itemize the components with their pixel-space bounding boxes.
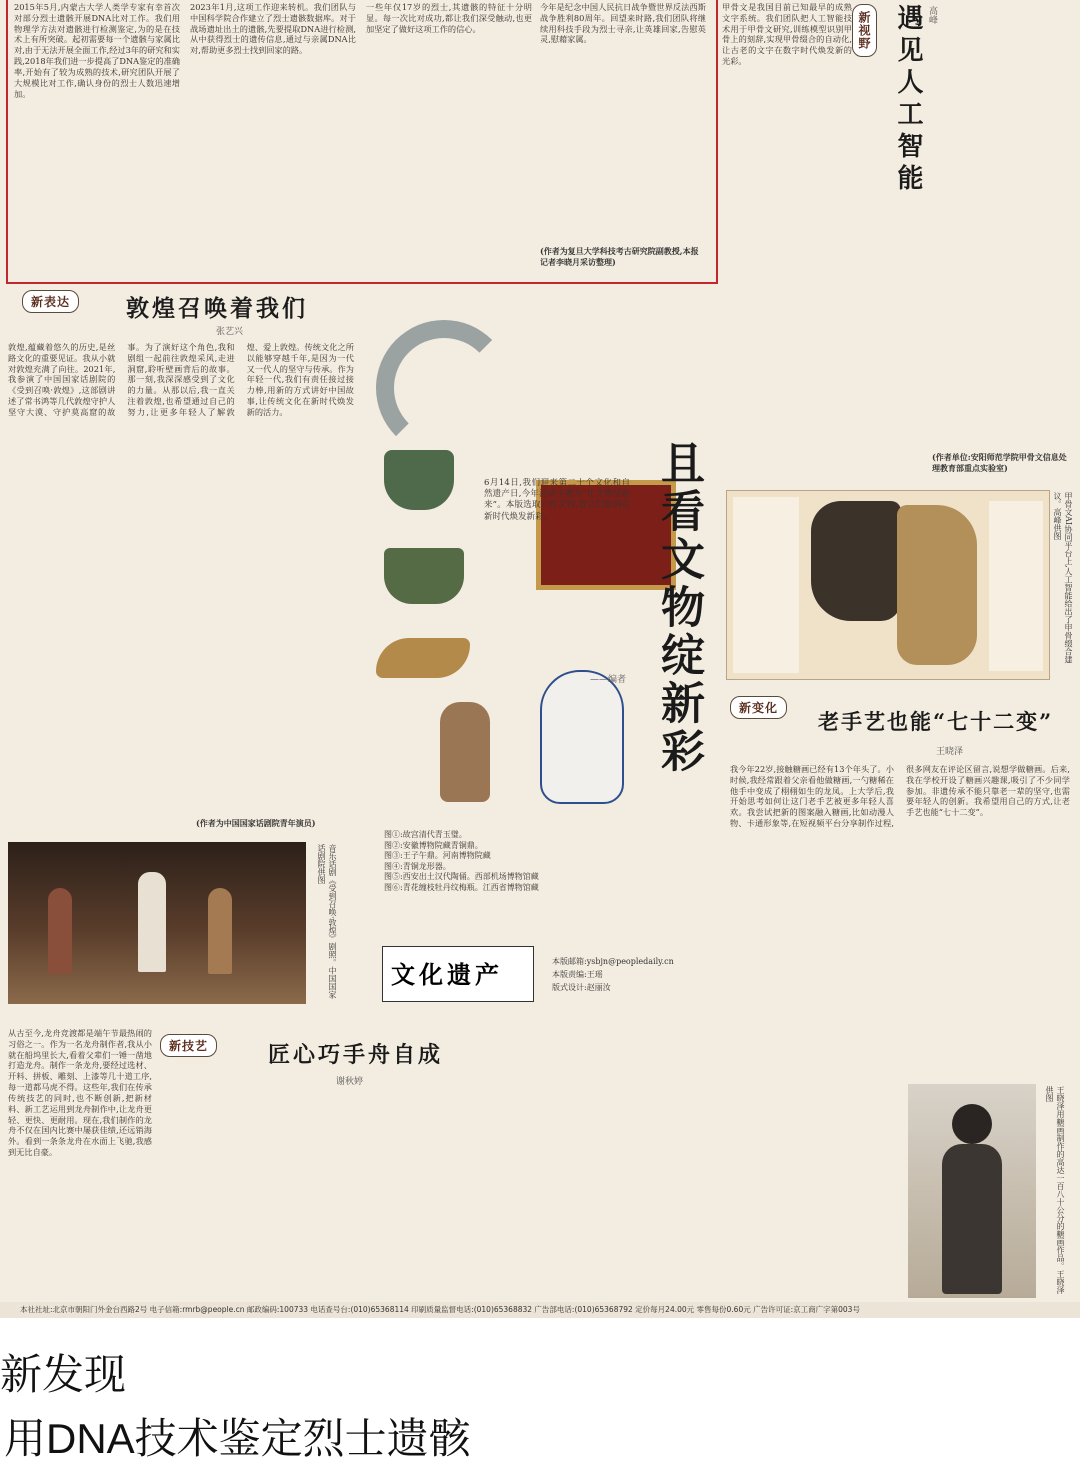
- top-article-col-4: 今年是纪念中国人民抗日战争暨世界反法西斯战争胜利80周年。回望来时路,我们团队将继续用科技手段为烈士寻亲,让英雄回家,告慰英灵,慰藉家属。: [540, 2, 706, 45]
- relic-5-pottery-figure: [440, 702, 490, 802]
- relics-captions: [384, 830, 684, 893]
- oracle-bone-dark-fragment: [811, 501, 901, 621]
- dunhuang-body: 敦煌,蕴藏着悠久的历史,是丝路文化的重要见证。我从小就对敦煌充满了向往。2021年,我参演了中国国家话剧院的《受到召唤·敦煌》,这部剧讲述了常书鸿等几代敦煌守护人坚守大漠、守护莫高窟的故事。为了演好这个角色,我和剧组一起前往敦煌采风,走进洞窟,聆听壁画背后的故事。那一刻,我深深感受到了文化的力量。从那以后,我一直关注着敦煌,也希望通过自己的努力,让更多年轻人了解敦煌、爱上敦煌。传统文化之所以能够穿越千年,是因为一代又一代人的坚守与传承。作为年轻一代,我们有责任接过接力棒,用新的方式讲好中国故事,让传统文化在新时代焕发新的活力。: [8, 342, 354, 417]
- relics-headline: 且看文物绽新彩: [653, 440, 704, 776]
- dunhuang-headline: 敦煌召唤着我们: [126, 295, 308, 322]
- relic-caption: 图②:安徽博物院藏青铜鼎。: [384, 840, 483, 850]
- ai-article-text-left: 甲骨文是我国目前已知最早的成熟文字系统。我们团队把人工智能技术用于甲骨文研究,训练模型识别甲骨上的刻辞,实现甲骨缀合的自动化,让古老的文字在数字时代焕发新的光彩。: [722, 2, 852, 67]
- top-article-col-2: 2023年1月,这项工作迎来转机。我们团队与中国科学院合作建立了烈士遗骸数据库。对于战场遗址出土的遗骸,先要提取DNA进行检测,从中获得烈士的遗传信息,通过与亲属DNA比对,帮助更多烈士找到回家的路。: [190, 2, 356, 56]
- ai-article-text-right: [944, 2, 1072, 198]
- craftsman-body: [942, 1144, 1002, 1294]
- top-article-credit: (作者为复旦大学科技考古研究院副教授,本报记者李晓月采访整理): [540, 246, 699, 267]
- oldcraft-kicker: 新变化: [730, 696, 787, 719]
- actor-figure-right: [208, 888, 232, 974]
- actor-figure-left: [48, 888, 72, 974]
- relic-caption: 图⑥:青花缠枝牡丹纹梅瓶。江西省博物馆藏: [384, 882, 539, 892]
- craftsman-head: [952, 1104, 992, 1144]
- dunhuang-kicker: 新表达: [22, 290, 79, 313]
- relic-2-bronze-ding: [384, 450, 454, 510]
- relic-3-wangziwu-ding: [384, 548, 464, 604]
- top-article-col-1: 2015年5月,内蒙古大学人类学专家有幸首次对部分烈士遗骸开展DNA比对工作。我们用物理学方法对遗骸进行检测鉴定,为的是在技术上有所突破。起初需要每一个遗骸与家属比对,由于无法开展全面工作,经过3年的研究和实践,2018年我们进一步提高了DNA鉴定的准确率,开始有了较为成熟的技术,研究团队开展了大规模比对工作,确认身份的烈士人数迅速增加。: [14, 2, 180, 99]
- relics-intro: 6月14日,我们迎来第二十个文化和自然遗产日,今年活动主题为“让文物活起来”。本版选取六件文物,看它们如何在新时代焕发新彩。: [484, 478, 630, 522]
- ai-headline: 遇见人工智能: [893, 4, 923, 196]
- relic-6-blue-white-vase: [540, 670, 627, 804]
- drama-stage-photo: [8, 842, 306, 1004]
- relic-caption: 图④:青铜龙形器。: [384, 861, 451, 871]
- dragonboat-body-cols: [160, 1094, 900, 1296]
- dunhuang-author: 张艺兴: [216, 327, 244, 337]
- editor-email: 本版邮箱:ysbjn@peopledaily.cn: [552, 957, 674, 966]
- ai-kicker: 新视野: [852, 4, 877, 57]
- cultural-heritage-badge: [382, 946, 534, 1002]
- caption-line-2: 用DNA技术鉴定烈士遗骸: [4, 1415, 471, 1462]
- screenshot-panel-left: [733, 497, 799, 673]
- dragonboat-headline: 匠心巧手舟自成: [268, 1042, 444, 1068]
- dragonboat-author: 谢秋婷: [336, 1077, 364, 1087]
- editor-responsible: 本版责编:王瑶: [552, 969, 603, 979]
- heritage-badge-text: 文化遗产: [391, 960, 503, 989]
- editor-layout: 版式设计:赵丽汝: [552, 982, 611, 992]
- drama-photo-caption: 音乐话剧《受到召唤·敦煌》剧照。中国国家话剧院供图: [317, 844, 337, 999]
- dunhuang-credit: (作者为中国国家话剧院青年演员): [196, 818, 316, 828]
- ai-author: 高峰: [927, 6, 937, 24]
- relic-4-bronze-dragon: [376, 638, 470, 678]
- newspaper-footer: 本社社址:北京市朝阳门外金台西路2号 电子信箱:rmrb@people.cn 邮政编码:100733 电话查号台:(010)65368114 印刷质量监督电话:(010)65368832 广告部电话:(010)65368792 定价每月24.00元 零售每份0.60元 广告许可证:京工商广字第003号: [0, 1302, 1080, 1318]
- oldcraft-headline: 老手艺也能“七十二变”: [818, 709, 1054, 734]
- craftsman-photo-caption: 王晓泽用糖画制作的高达一百八十公分的糖画作品。王晓泽供图: [1045, 1086, 1065, 1294]
- editor-info: [552, 956, 712, 994]
- relic-caption: 图⑤:西安出土汉代陶俑。西部机场博物馆藏: [384, 872, 539, 882]
- relic-1-jade-disc: [376, 320, 512, 456]
- oracle-photo-caption: 甲骨文AI协同平台上,人工智能给出了甲骨缀合建议。高峰供图: [1053, 492, 1073, 664]
- dragonboat-body-col-1: 从古至今,龙舟竞渡都是端午节最热闹的习俗之一。作为一名龙舟制作者,我从小就在船坞里长大,看着父辈们一锤一凿地打造龙舟。制作一条龙舟,要经过选材、开料、拼板、雕刻、上漆等几十道工序,每一道都马虎不得。这些年,我们在传承传统技艺的同时,也不断创新,把新材料、新工艺运用到龙舟制作中,让龙舟更轻、更快、更耐用。现在,我们制作的龙舟不仅在国内比赛中屡获佳绩,还远销海外。看到一条条龙舟在水面上飞驰,我感到无比自豪。: [8, 1028, 152, 1158]
- top-article-col-3: 一些年仅17岁的烈士,其遗骸的特征十分明显。每一次比对成功,都让我们深受触动,也更加坚定了做好这项工作的信心。: [366, 2, 532, 34]
- screenshot-panel-right: [989, 501, 1043, 671]
- caption-line-1: 新发现: [0, 1351, 127, 1398]
- ai-article-credit: (作者单位:安阳师范学院甲骨文信息处理教育部重点实验室): [932, 452, 1067, 473]
- craftsman-photo: [908, 1084, 1036, 1298]
- dragonboat-kicker: 新技艺: [160, 1034, 217, 1057]
- relic-caption: 图①:故宫清代青玉璧。: [384, 830, 467, 839]
- oldcraft-body: 我今年22岁,接触糖画已经有13个年头了。小时候,我经常跟着父亲看他做糖画,一勺糖稀在他手中变成了栩栩如生的龙凤。上大学后,我开始思考如何让这门老手艺被更多年轻人喜欢。我尝试把新的图案融入糖画,比如动漫人物、卡通形象等,在短视频平台分享制作过程,很多网友在评论区留言,说想学做糖画。后来,我在学校开设了糖画兴趣课,吸引了不少同学参加。非遗传承不能只靠老一辈的坚守,也需要年轻人的创新。我希望用自己的方式,让老手艺也能“七十二变”。: [730, 764, 1070, 829]
- oracle-ai-screenshot: [726, 490, 1050, 680]
- relic-caption: 图③:王子午鼎。河南博物院藏: [384, 851, 491, 861]
- oracle-bone-light-fragment: [897, 505, 977, 665]
- relics-editor-signoff: ——编者: [590, 675, 627, 685]
- oldcraft-author: 王晓泽: [936, 747, 964, 757]
- actor-figure-center: [138, 872, 166, 972]
